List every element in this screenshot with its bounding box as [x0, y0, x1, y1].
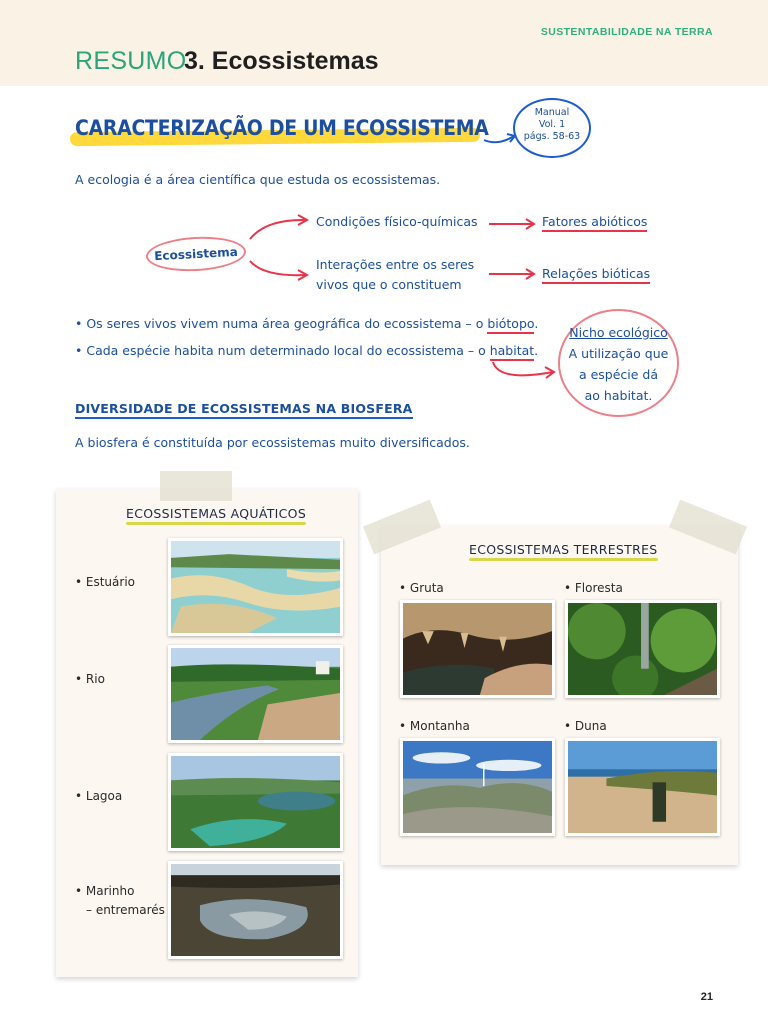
nicho-line3: ao habitat. [584, 388, 653, 403]
branch-interacoes-2: vivos que o constituem [316, 277, 462, 292]
photo-marinho [168, 861, 343, 959]
aquatic-title: ECOSSISTEMAS AQUÁTICOS [126, 506, 307, 521]
intro-text: A ecologia é a área científica que estuda os ecossistemas. [75, 172, 441, 187]
nicho-arrow-icon [485, 360, 560, 390]
photo-gruta [400, 600, 555, 698]
nicho-ecologico-note [558, 309, 679, 417]
branch-condicoes: Condições físico-químicas [316, 214, 478, 229]
label-lagoa: • Lagoa [75, 789, 123, 803]
nicho-line1: A utilização que [568, 346, 669, 361]
photo-lagoa [168, 753, 343, 851]
chapter-title: 3. Ecossistemas [184, 47, 379, 75]
photo-montanha [400, 738, 555, 836]
label-estuario: • Estuário [75, 575, 135, 589]
ecossistema-node: Ecossistema [145, 234, 247, 273]
label-entremares: – entremarés [86, 903, 165, 917]
photo-duna [565, 738, 720, 836]
label-gruta: • Gruta [399, 581, 444, 595]
label-duna: • Duna [564, 719, 607, 733]
habitat-term: habitat [490, 343, 534, 361]
label-floresta: • Floresta [564, 581, 623, 595]
photo-floresta [565, 600, 720, 698]
branch-interacoes-1: Interações entre os seres [316, 257, 475, 272]
fatores-abioticos: Fatores abióticos [542, 214, 647, 232]
section-title: CARACTERIZAÇÃO DE UM ECOSSISTEMA [75, 116, 489, 140]
nicho-line2: a espécie dá [578, 367, 659, 382]
resumo-label: RESUMO [75, 47, 187, 75]
bullet-habitat: • Cada espécie habita num determinado local do ecossistema – o habitat. [75, 343, 538, 358]
branch-arrows-icon [240, 205, 320, 290]
terrestrial-title: ECOSSISTEMAS TERRESTRES [469, 542, 658, 557]
manual-line1: Manual [534, 107, 570, 118]
relacoes-bioticas: Relações bióticas [542, 266, 650, 284]
label-montanha: • Montanha [399, 719, 470, 733]
photo-estuario [168, 538, 343, 636]
biotopo-term: biótopo [487, 316, 534, 334]
tape [160, 471, 232, 501]
nicho-title: Nicho ecológico [569, 325, 668, 340]
page-number: 21 [700, 991, 713, 1003]
diversity-text: A biosfera é constituída por ecossistemas muito diversificados. [75, 435, 470, 450]
label-rio: • Rio [75, 672, 105, 686]
label-marinho: • Marinho [75, 884, 135, 898]
photo-rio [168, 645, 343, 743]
result-arrows-icon [485, 213, 540, 293]
series-title: SUSTENTABILIDADE NA TERRA [540, 26, 713, 38]
diversity-title: DIVERSIDADE DE ECOSSISTEMAS NA BIOSFERA [75, 401, 413, 419]
bullet-biotopo: • Os seres vivos vivem numa área geográfica do ecossistema – o biótopo. [75, 316, 538, 331]
manual-line2: Vol. 1 [538, 119, 566, 130]
manual-reference [513, 98, 591, 158]
manual-line3: págs. 58-63 [523, 131, 581, 142]
